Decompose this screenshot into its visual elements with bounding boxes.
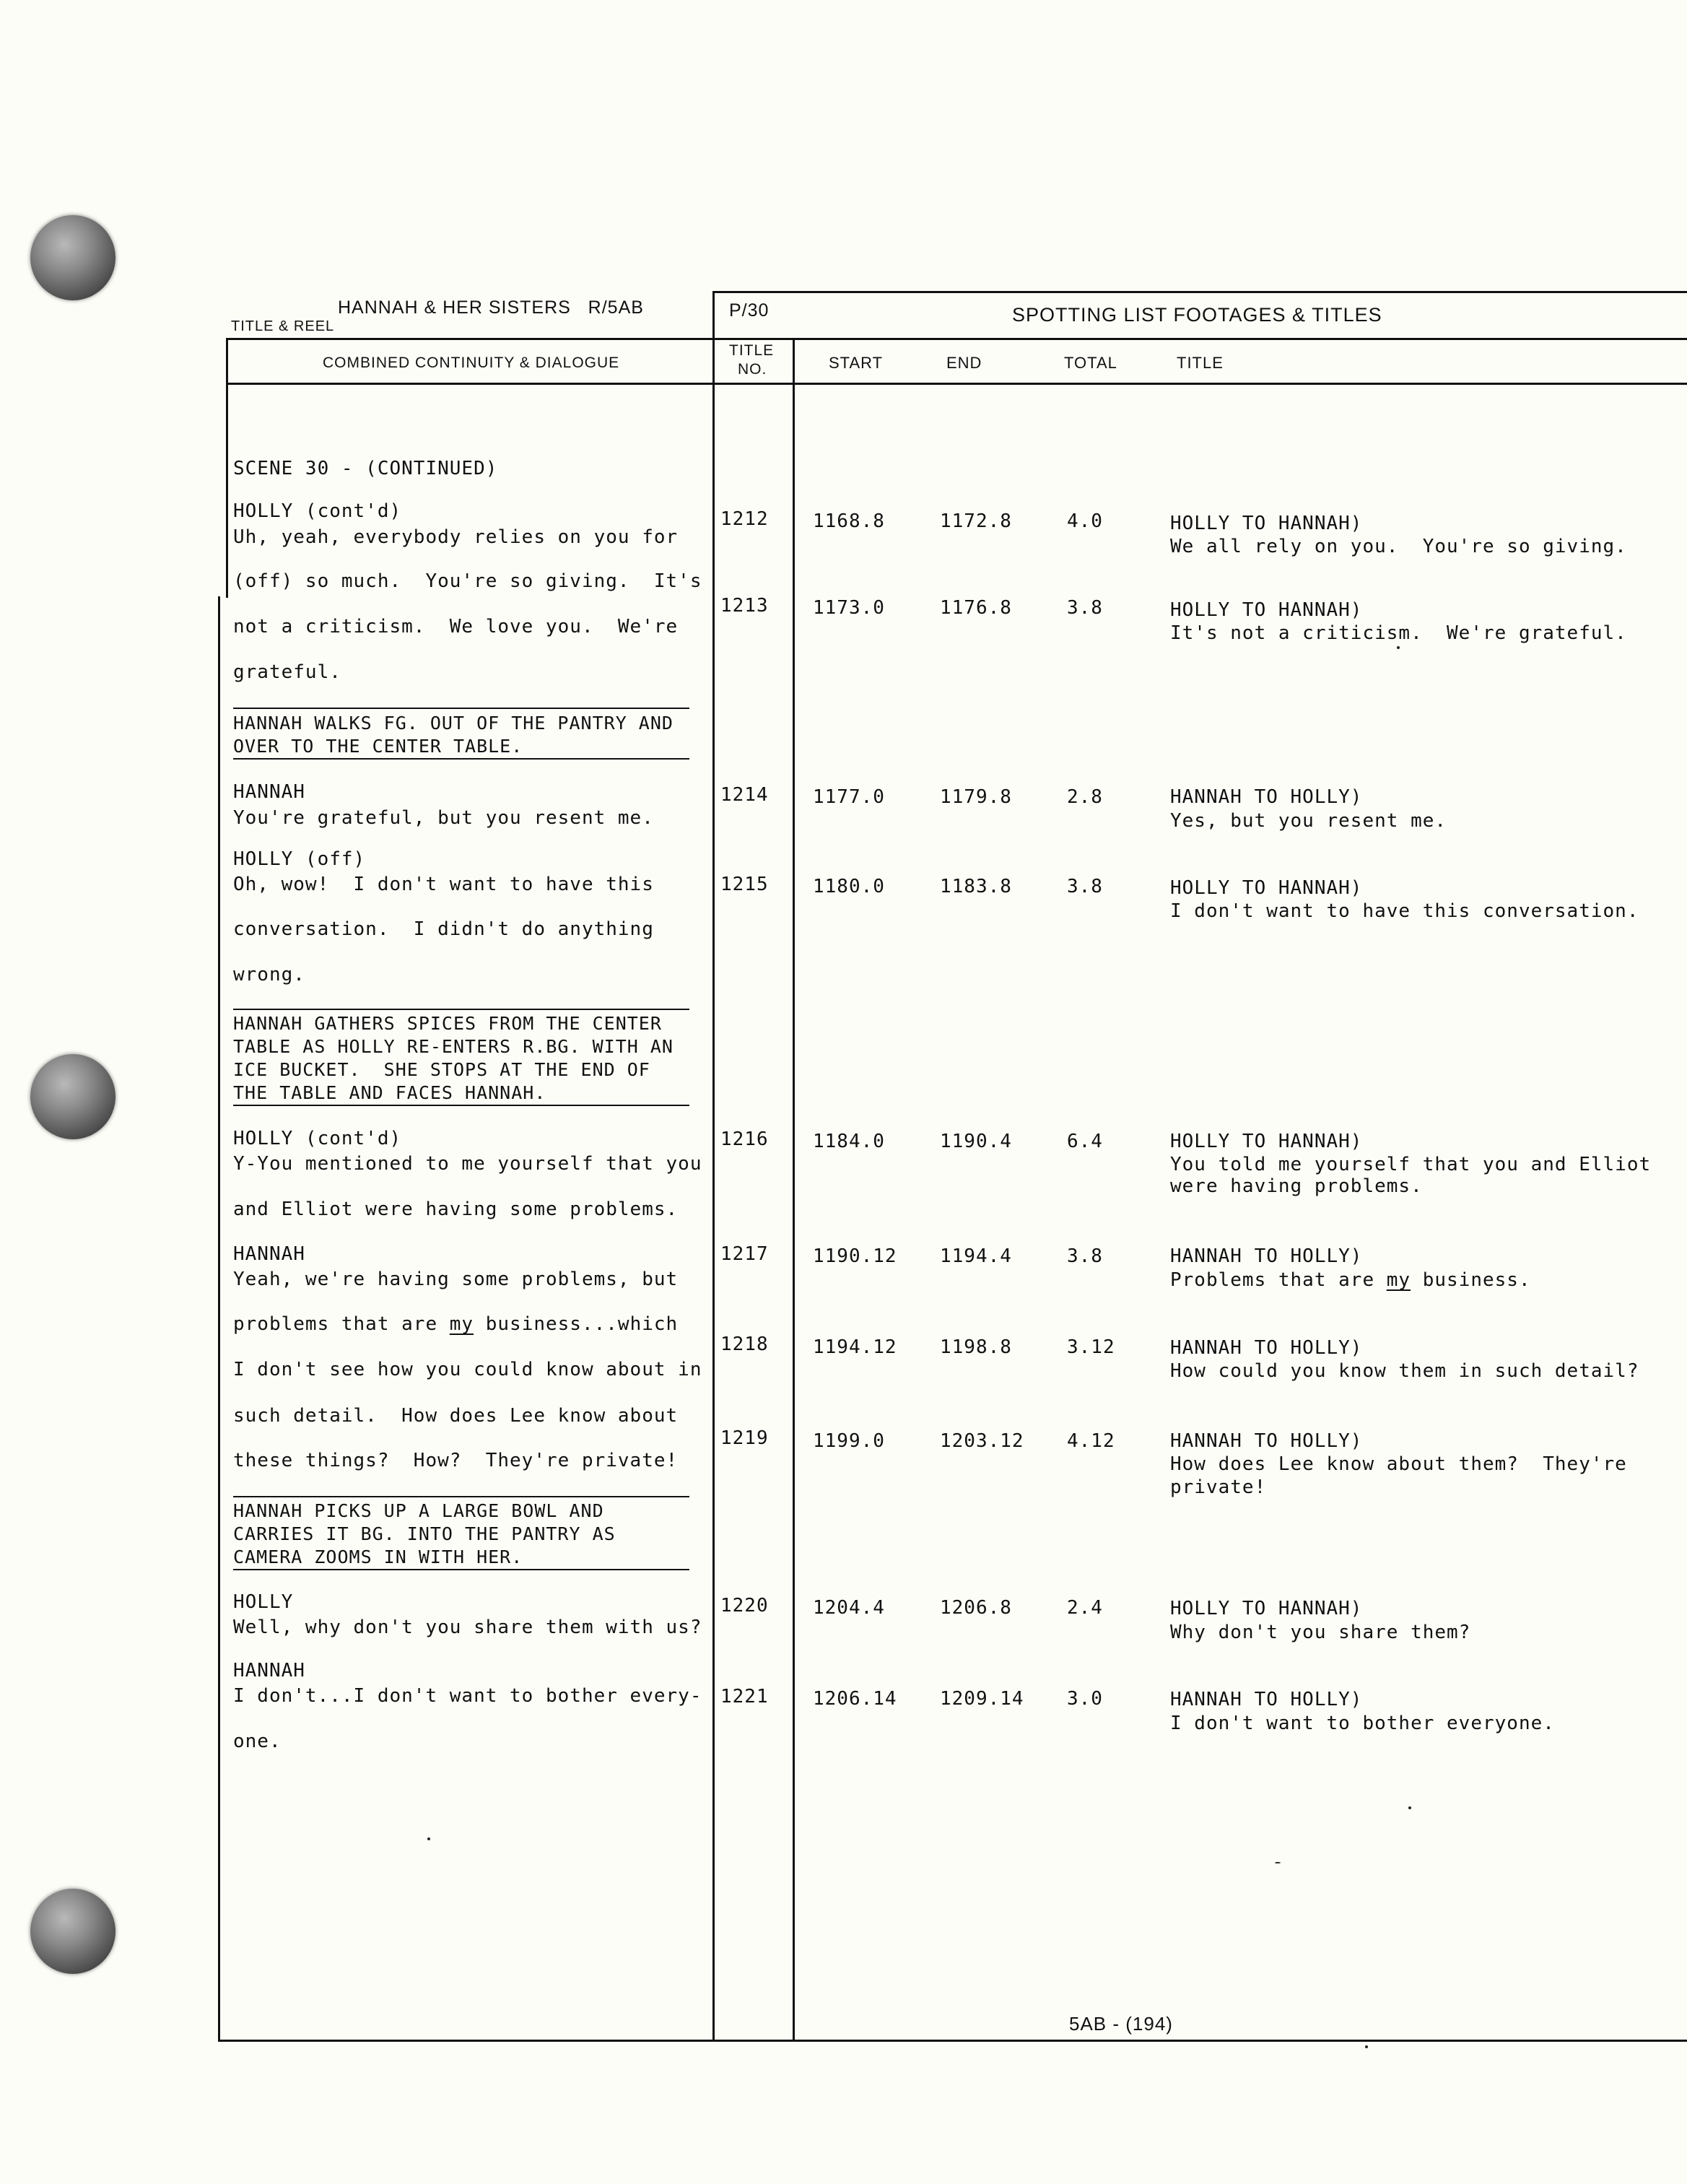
subtitle-fragment-underlined: my xyxy=(1386,1269,1411,1291)
total-footage: 3.8 xyxy=(1067,597,1103,619)
rule-header-1 xyxy=(226,338,1687,340)
action-line: HANNAH WALKS FG. OUT OF THE PANTRY AND xyxy=(233,713,674,734)
subtitle-speaker: HANNAH TO HOLLY) xyxy=(1170,1689,1363,1710)
action-line: OVER TO THE CENTER TABLE. xyxy=(233,736,523,757)
action-line: CARRIES IT BG. INTO THE PANTRY AS xyxy=(233,1523,616,1544)
subtitle-text: You told me yourself that you and Elliot xyxy=(1170,1154,1652,1175)
end-footage: 1209.14 xyxy=(940,1688,1024,1710)
col-header-title-no-1: TITLE xyxy=(729,342,775,359)
speaker-holly-1: HOLLY (cont'd) xyxy=(233,500,402,522)
scene-heading: SCENE 30 - (CONTINUED) xyxy=(233,458,498,479)
start-footage: 1194.12 xyxy=(813,1336,897,1358)
start-footage: 1168.8 xyxy=(813,510,885,532)
subtitle-text: private! xyxy=(1170,1476,1267,1498)
end-footage: 1198.8 xyxy=(940,1336,1012,1358)
dialogue-text: business...which xyxy=(474,1313,679,1335)
rule-titleno-divider xyxy=(793,338,795,2042)
action-rule xyxy=(233,1105,689,1106)
action-line: THE TABLE AND FACES HANNAH. xyxy=(233,1082,546,1103)
end-footage: 1206.8 xyxy=(940,1597,1012,1619)
subtitle-speaker: HOLLY TO HANNAH) xyxy=(1170,1598,1363,1619)
col-header-start: START xyxy=(829,354,884,372)
dialogue-line: these things? How? They're private! xyxy=(233,1450,679,1471)
end-footage: 1176.8 xyxy=(940,597,1012,619)
subtitle-speaker: HOLLY TO HANNAH) xyxy=(1170,513,1363,534)
subtitle-text: How could you know them in such detail? xyxy=(1170,1360,1639,1382)
page-number: P/30 xyxy=(729,300,770,321)
dialogue-line: Yeah, we're having some problems, but xyxy=(233,1269,679,1290)
action-line: CAMERA ZOOMS IN WITH HER. xyxy=(233,1546,523,1567)
rule-left-lower xyxy=(218,596,220,2042)
subtitle-speaker: HANNAH TO HOLLY) xyxy=(1170,1245,1363,1267)
col-header-total: TOTAL xyxy=(1064,354,1117,372)
title-number: 1217 xyxy=(720,1243,769,1265)
total-footage: 3.0 xyxy=(1067,1688,1103,1710)
subtitle-text: How does Lee know about them? They're xyxy=(1170,1453,1627,1475)
end-footage: 1194.4 xyxy=(940,1245,1012,1267)
speaker-hannah-1: HANNAH xyxy=(233,781,305,803)
col-header-end: END xyxy=(946,354,982,372)
title-reel-value: HANNAH & HER SISTERS R/5AB xyxy=(338,297,644,318)
subtitle-speaker: HOLLY TO HANNAH) xyxy=(1170,877,1363,899)
action-rule xyxy=(233,708,689,709)
dialogue-line: one. xyxy=(233,1731,282,1752)
title-number: 1214 xyxy=(720,784,769,806)
col-header-title-no-2: NO. xyxy=(738,361,767,378)
title-reel-label: TITLE & REEL xyxy=(231,318,335,334)
total-footage: 6.4 xyxy=(1067,1131,1103,1152)
start-footage: 1199.0 xyxy=(813,1430,885,1452)
action-rule xyxy=(233,1569,689,1570)
dialogue-line: You're grateful, but you resent me. xyxy=(233,807,654,829)
dialogue-line: grateful. xyxy=(233,661,341,683)
start-footage: 1204.4 xyxy=(813,1597,885,1619)
title-number: 1218 xyxy=(720,1334,769,1355)
scan-speck xyxy=(1275,1862,1281,1863)
dialogue-line: not a criticism. We love you. We're xyxy=(233,616,679,638)
dialogue-line: such detail. How does Lee know about xyxy=(233,1405,679,1427)
subtitle-text: were having problems. xyxy=(1170,1175,1423,1197)
rule-header-2 xyxy=(226,383,1687,385)
dialogue-line: (off) so much. You're so giving. It's xyxy=(233,570,702,592)
dialogue-line: I don't see how you could know about in xyxy=(233,1359,702,1380)
end-footage: 1203.12 xyxy=(940,1430,1024,1452)
dialogue-line: Uh, yeah, everybody relies on you for xyxy=(233,526,679,548)
title-number: 1213 xyxy=(720,595,769,617)
dialogue-line: wrong. xyxy=(233,964,305,986)
page-reference: 5AB - (194) xyxy=(1069,2013,1173,2035)
subtitle-text: I don't want to bother everyone. xyxy=(1170,1713,1555,1734)
rule-bottom xyxy=(218,2040,1687,2042)
scan-speck xyxy=(1365,2045,1368,2048)
action-rule xyxy=(233,1009,689,1010)
scan-speck xyxy=(427,1837,430,1840)
title-number: 1221 xyxy=(720,1686,769,1707)
action-rule xyxy=(233,1496,689,1497)
col-header-continuity: COMBINED CONTINUITY & DIALOGUE xyxy=(323,354,620,371)
dialogue-line: Oh, wow! I don't want to have this xyxy=(233,874,654,895)
dialogue-line: Y-You mentioned to me yourself that you xyxy=(233,1153,702,1175)
rule-continuity-divider xyxy=(712,291,715,2042)
dialogue-line: and Elliot were having some problems. xyxy=(233,1198,679,1220)
subtitle-text xyxy=(1170,1269,1531,1292)
binder-hole-top xyxy=(30,215,115,300)
start-footage: 1180.0 xyxy=(813,876,885,897)
subtitle-text: I don't want to have this conversation. xyxy=(1170,900,1639,922)
dialogue-line xyxy=(233,1313,678,1336)
total-footage: 4.0 xyxy=(1067,510,1103,532)
end-footage: 1172.8 xyxy=(940,510,1012,532)
subtitle-speaker: HANNAH TO HOLLY) xyxy=(1170,1430,1363,1452)
title-number: 1219 xyxy=(720,1427,769,1449)
speaker-holly-4: HOLLY xyxy=(233,1591,294,1613)
dialogue-text-underlined: my xyxy=(449,1313,474,1335)
speaker-hannah-2: HANNAH xyxy=(233,1243,305,1265)
end-footage: 1179.8 xyxy=(940,786,1012,808)
action-rule xyxy=(233,758,689,760)
subtitle-text: It's not a criticism. We're grateful. xyxy=(1170,622,1627,644)
dialogue-line: conversation. I didn't do anything xyxy=(233,918,654,940)
binder-hole-bottom xyxy=(30,1889,115,1974)
speaker-holly-2: HOLLY (off) xyxy=(233,848,366,870)
subtitle-speaker: HOLLY TO HANNAH) xyxy=(1170,599,1363,621)
start-footage: 1177.0 xyxy=(813,786,885,808)
total-footage: 4.12 xyxy=(1067,1430,1115,1452)
subtitle-text: Yes, but you resent me. xyxy=(1170,810,1447,832)
title-number: 1216 xyxy=(720,1128,769,1150)
action-line: ICE BUCKET. SHE STOPS AT THE END OF xyxy=(233,1059,650,1080)
end-footage: 1190.4 xyxy=(940,1131,1012,1152)
subtitle-speaker: HANNAH TO HOLLY) xyxy=(1170,786,1363,808)
subtitle-fragment: Problems that are xyxy=(1170,1269,1387,1291)
binder-hole-middle xyxy=(30,1054,115,1139)
total-footage: 3.12 xyxy=(1067,1336,1115,1358)
rule-top xyxy=(712,291,1687,293)
dialogue-line: I don't...I don't want to bother every- xyxy=(233,1685,702,1707)
action-line: HANNAH PICKS UP A LARGE BOWL AND xyxy=(233,1500,604,1521)
action-line: TABLE AS HOLLY RE-ENTERS R.BG. WITH AN xyxy=(233,1036,674,1057)
spotting-list-title: SPOTTING LIST FOOTAGES & TITLES xyxy=(1012,304,1382,326)
dialogue-line: Well, why don't you share them with us? xyxy=(233,1617,702,1638)
end-footage: 1183.8 xyxy=(940,876,1012,897)
title-number: 1215 xyxy=(720,874,769,895)
scan-speck xyxy=(1397,646,1400,649)
subtitle-speaker: HOLLY TO HANNAH) xyxy=(1170,1131,1363,1152)
start-footage: 1173.0 xyxy=(813,597,885,619)
dialogue-text: problems that are xyxy=(233,1313,450,1335)
title-number: 1220 xyxy=(720,1595,769,1617)
total-footage: 3.8 xyxy=(1067,1245,1103,1267)
start-footage: 1184.0 xyxy=(813,1131,885,1152)
rule-left xyxy=(226,338,228,598)
start-footage: 1206.14 xyxy=(813,1688,897,1710)
scan-speck xyxy=(1408,1806,1411,1809)
subtitle-text: We all rely on you. You're so giving. xyxy=(1170,536,1627,557)
subtitle-fragment: business. xyxy=(1411,1269,1531,1291)
subtitle-speaker: HANNAH TO HOLLY) xyxy=(1170,1337,1363,1359)
action-line: HANNAH GATHERS SPICES FROM THE CENTER xyxy=(233,1013,662,1034)
start-footage: 1190.12 xyxy=(813,1245,897,1267)
total-footage: 2.4 xyxy=(1067,1597,1103,1619)
title-number: 1212 xyxy=(720,508,769,530)
subtitle-text: Why don't you share them? xyxy=(1170,1622,1471,1643)
total-footage: 2.8 xyxy=(1067,786,1103,808)
speaker-hannah-3: HANNAH xyxy=(233,1660,305,1681)
col-header-title: TITLE xyxy=(1177,354,1224,372)
total-footage: 3.8 xyxy=(1067,876,1103,897)
speaker-holly-3: HOLLY (cont'd) xyxy=(233,1128,402,1149)
